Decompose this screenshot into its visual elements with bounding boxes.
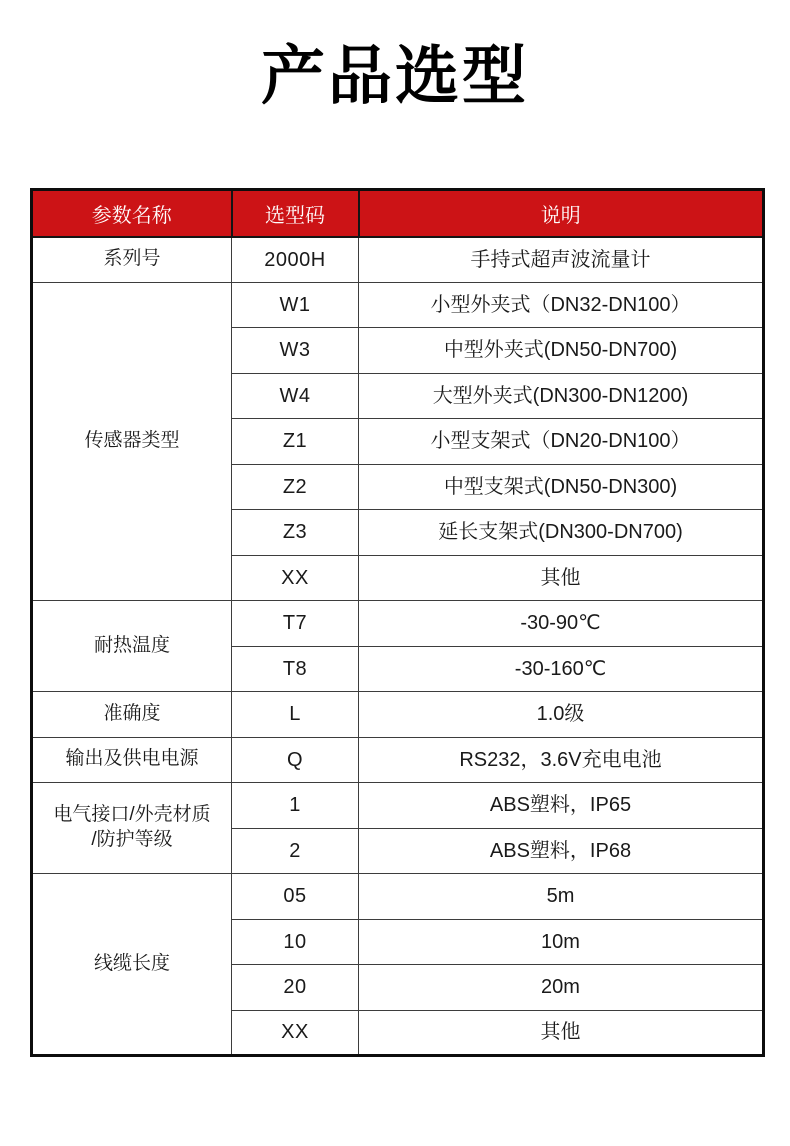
- table-row: [32, 237, 764, 283]
- table-row: [32, 692, 764, 738]
- description-cell: 其他: [359, 555, 764, 601]
- description-cell: 手持式超声波流量计: [359, 237, 764, 283]
- header-param-name: 参数名称: [32, 190, 232, 237]
- table-row: [32, 737, 764, 783]
- table-row: [32, 601, 764, 647]
- selection-code-cell: 1: [232, 783, 359, 829]
- page-title: 产品选型: [261, 40, 529, 112]
- description-cell: -30-160℃: [359, 646, 764, 692]
- table-row: [32, 874, 764, 920]
- description-cell: 5m: [359, 874, 764, 920]
- description-cell: 10m: [359, 919, 764, 965]
- selection-code-cell: 10: [232, 919, 359, 965]
- description-cell: RS232，3.6V充电电池: [359, 737, 764, 783]
- selection-code-cell: T8: [232, 646, 359, 692]
- header-description: 说明: [359, 190, 764, 237]
- selection-code-cell: Q: [232, 737, 359, 783]
- selection-code-cell: T7: [232, 601, 359, 647]
- param-name-cell: 线缆长度: [32, 874, 232, 1056]
- selection-code-cell: Z2: [232, 464, 359, 510]
- selection-code-cell: 2000H: [232, 237, 359, 283]
- description-cell: 小型支架式（DN20-DN100）: [359, 419, 764, 465]
- param-name-cell: 系列号: [32, 237, 232, 283]
- description-cell: 大型外夹式(DN300-DN1200): [359, 373, 764, 419]
- description-cell: 1.0级: [359, 692, 764, 738]
- selection-code-cell: XX: [232, 555, 359, 601]
- description-cell: 中型支架式(DN50-DN300): [359, 464, 764, 510]
- param-name-cell: 输出及供电电源: [32, 737, 232, 783]
- selection-code-cell: XX: [232, 1010, 359, 1056]
- param-name-cell: 传感器类型: [32, 282, 232, 601]
- table-header-row: [32, 190, 764, 237]
- param-name-cell: 准确度: [32, 692, 232, 738]
- param-name-cell: 电气接口/外壳材质 /防护等级: [32, 783, 232, 874]
- table-row: [32, 282, 764, 328]
- selection-code-cell: W3: [232, 328, 359, 374]
- selection-code-cell: 20: [232, 965, 359, 1011]
- description-cell: 其他: [359, 1010, 764, 1056]
- spec-table-body: [32, 237, 764, 1056]
- selection-code-cell: 2: [232, 828, 359, 874]
- description-cell: ABS塑料，IP65: [359, 783, 764, 829]
- selection-code-cell: W1: [232, 282, 359, 328]
- product-selection-table: [30, 188, 765, 1057]
- selection-code-cell: 05: [232, 874, 359, 920]
- selection-code-cell: W4: [232, 373, 359, 419]
- description-cell: 延长支架式(DN300-DN700): [359, 510, 764, 556]
- description-cell: -30-90℃: [359, 601, 764, 647]
- param-name-cell: 耐热温度: [32, 601, 232, 692]
- description-cell: 中型外夹式(DN50-DN700): [359, 328, 764, 374]
- selection-code-cell: L: [232, 692, 359, 738]
- description-cell: ABS塑料，IP68: [359, 828, 764, 874]
- table-row: [32, 783, 764, 829]
- header-selection-code: 选型码: [232, 190, 359, 237]
- description-cell: 小型外夹式（DN32-DN100）: [359, 282, 764, 328]
- selection-code-cell: Z1: [232, 419, 359, 465]
- selection-code-cell: Z3: [232, 510, 359, 556]
- description-cell: 20m: [359, 965, 764, 1011]
